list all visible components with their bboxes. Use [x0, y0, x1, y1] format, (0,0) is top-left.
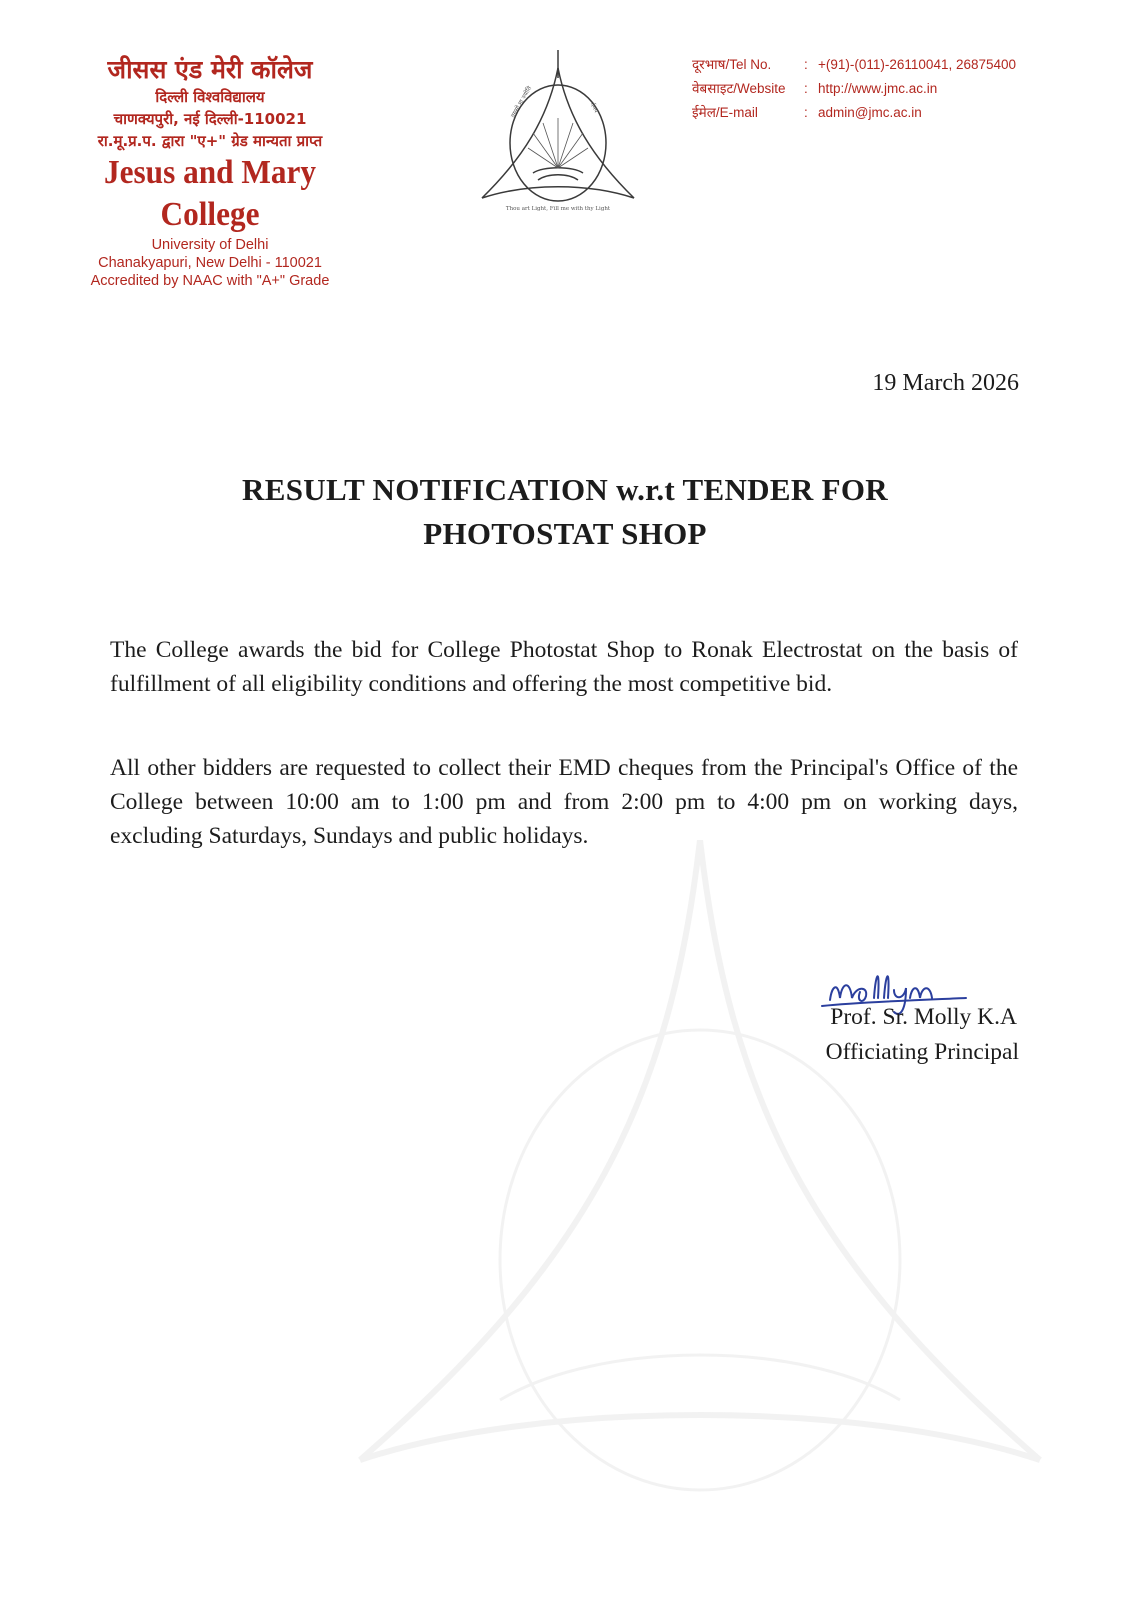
email-link[interactable]: admin@jmc.ac.in	[818, 104, 922, 120]
college-logo	[478, 48, 638, 218]
tel-label: दूरभाष/Tel No.	[692, 57, 772, 72]
accreditation-english: Accredited by NAAC with "A+" Grade	[90, 273, 330, 289]
title-line-2: PHOTOSTAT SHOP	[423, 516, 707, 551]
body-paragraph-award: The College awards the bid for College Photostat Shop to Ronak Electrostat on the basis of fulfillment of all eligibility conditions and offering the most competitive bid.	[110, 637, 1018, 697]
college-name-hindi: जीसस एंड मेरी कॉलेज	[107, 55, 313, 84]
signatory-designation: Officiating Principal	[825, 1039, 1019, 1065]
address-english: Chanakyapuri, New Delhi - 110021	[98, 255, 322, 271]
website-colon: :	[804, 80, 808, 96]
letter-date: 19 March 2026	[872, 370, 1019, 396]
letterhead-text-block	[40, 54, 380, 290]
university-english: University of Delhi	[151, 237, 269, 253]
logo-text-right: र्गमय	[588, 101, 600, 115]
email-label: ईमेल/E-mail	[692, 105, 758, 120]
contact-row-tel	[692, 52, 1016, 76]
logo-motto: Thou art Light, Fill me with thy Light	[505, 206, 611, 212]
contact-block	[692, 52, 1016, 124]
website-link[interactable]: http://www.jmc.ac.in	[818, 80, 938, 96]
email-colon: :	[804, 104, 808, 120]
college-emblem-watermark	[340, 840, 1060, 1560]
signatory-name: Prof. Sr. Molly K.A	[830, 1004, 1017, 1030]
accreditation-hindi: रा.मू.प्र.प. द्वारा "ए+" ग्रेड मान्यता प्राप्त	[97, 132, 323, 150]
notification-title	[110, 468, 1020, 556]
body-paragraph-emd: All other bidders are requested to collect their EMD cheques from the Principal's Office of the College between 10:00 am to 1:00 pm and from 2:00 pm to 4:00 pm on working days, excluding Saturdays, Sundays and public holidays.	[110, 755, 1018, 849]
website-label: वेबसाइट/Website	[692, 81, 786, 96]
contact-row-email	[692, 100, 1016, 124]
address-hindi: चाणक्यपुरी, नई दिल्ली-110021	[113, 110, 307, 128]
tel-value: +(91)-(011)-26110041, 26875400	[818, 56, 1017, 72]
title-line-1: RESULT NOTIFICATION w.r.t TENDER FOR	[242, 472, 888, 507]
college-name-english: Jesus and Mary College	[103, 154, 317, 233]
tel-colon: :	[804, 56, 808, 72]
university-hindi: दिल्ली विश्वविद्यालय	[155, 88, 265, 106]
contact-row-website	[692, 76, 1016, 100]
logo-text-left: तमसो मा ज्योति	[509, 85, 534, 119]
